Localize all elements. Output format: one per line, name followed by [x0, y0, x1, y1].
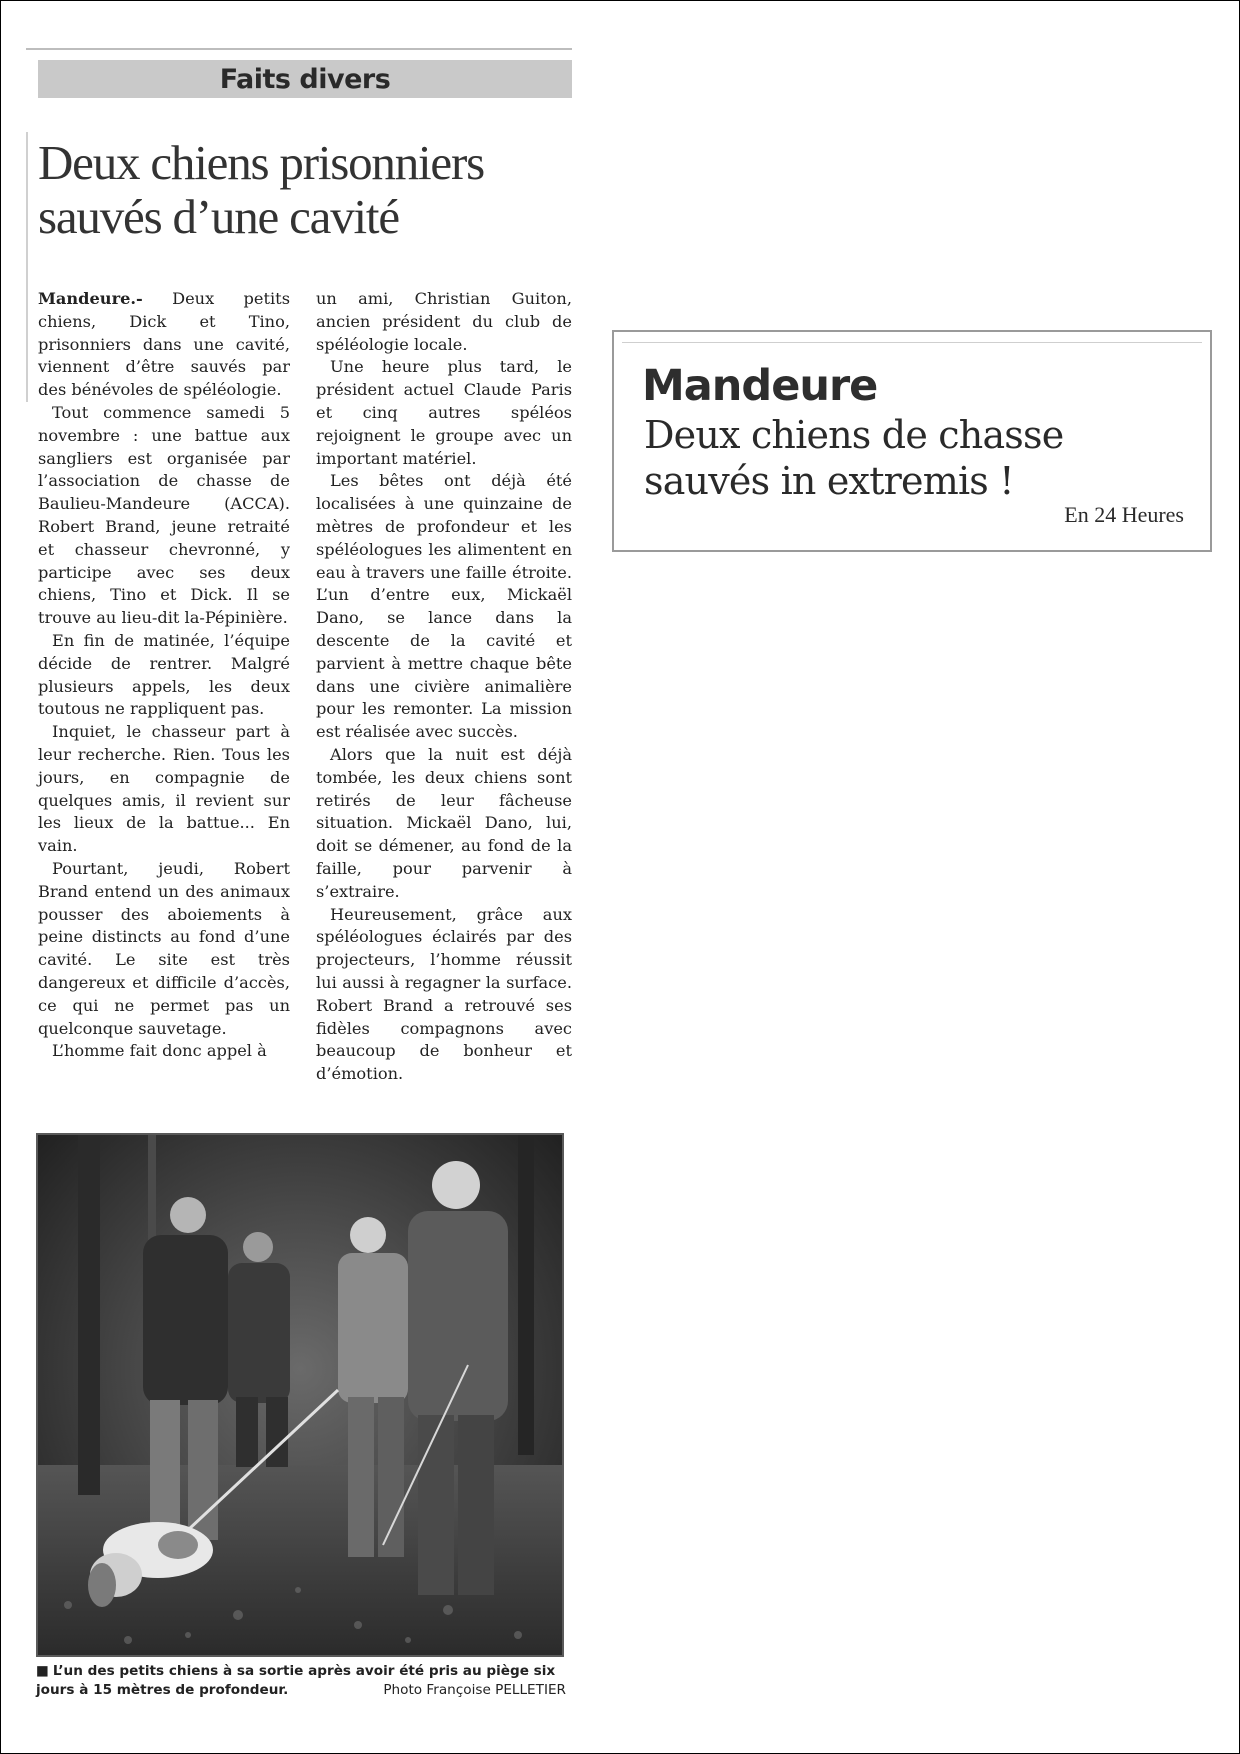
tree-trunk — [518, 1135, 534, 1455]
article-headline — [38, 136, 578, 244]
box-source: En 24 Heures — [1064, 502, 1184, 527]
top-rule — [26, 48, 572, 50]
box-title-line-1: Deux chiens de chasse — [644, 413, 1064, 457]
box-rule — [622, 342, 1202, 343]
paragraph: Tout commence samedi 5 novembre : une battue aux sangliers est organisée par l’association de chasse de Baulieu-Mandeure (ACCA). Robert Brand, jeune retraité et chasseur chevronné, y participe avec ses deux chiens, Tino et Dick. Il se trouve au lieu-dit la-Pépinière. — [38, 402, 290, 628]
rubric-bar — [38, 60, 572, 98]
dateline: Mandeure.- — [38, 289, 143, 308]
caption-bullet: ■ — [36, 1663, 49, 1679]
article-column-2 — [316, 288, 572, 1086]
headline-line-1: Deux chiens prisonniers — [38, 135, 484, 190]
paragraph: En fin de matinée, l’équipe décide de rentrer. Malgré plusieurs appels, les deux toutous ne rappliquent pas. — [38, 630, 290, 719]
paragraph: Heureusement, grâce aux spéléologues éclairés par des projecteurs, l’homme réussit lui aussi à regagner la surface. Robert Brand a retrouvé ses fidèles compagnons avec beaucoup de bonheur et d’émotion. — [316, 904, 572, 1084]
person-right — [408, 1161, 508, 1595]
tree-trunk — [78, 1135, 100, 1495]
paragraph: Inquiet, le chasseur part à leur recherche. Rien. Tous les jours, en compagnie de quelques amis, il revient sur les lieux de la battue... En vain. — [38, 722, 290, 856]
paragraph: L’homme fait donc appel à — [52, 1041, 267, 1061]
sidebar-box — [612, 330, 1212, 552]
box-title-line-2: sauvés in extremis ! — [644, 459, 1014, 503]
article-column-1 — [38, 288, 290, 1063]
paragraph: Alors que la nuit est déjà tombée, les deux chiens sont retirés de leur fâcheuse situation. Mickaël Dano, lui, doit se démener, au fond de la faille, pour parvenir à s’extraire. — [316, 744, 572, 901]
paragraph: Les bêtes ont déjà été localisées à une quinzaine de mètres de profondeur et les spéléologues les alimentent en eau à travers une faille étroite. L’un d’entre eux, Mickaël Dano, se lance dans la descente de la cavité et parvient à mettre chaque bête dans une civière animalière pour les remonter. La mission est réalisée avec succès. — [316, 471, 572, 742]
caption-text: L’un des petits chiens à sa sortie après avoir été pris au piège six jours à 15 mètres de profondeur. — [36, 1663, 556, 1698]
photo-credit: Photo Françoise PELLETIER — [383, 1682, 566, 1698]
photo-illustration — [38, 1135, 562, 1655]
article-photo — [36, 1133, 564, 1657]
person-cap — [338, 1217, 408, 1557]
left-rule — [26, 132, 28, 402]
headline-line-2: sauvés d’une cavité — [38, 189, 399, 244]
box-kicker: Mandeure — [642, 361, 878, 411]
rubric-label: Faits divers — [219, 63, 391, 95]
photo-caption — [36, 1662, 566, 1700]
paragraph: Une heure plus tard, le président actuel Claude Paris et cinq autres spéléos rejoignent le groupe avec un important matériel. — [316, 357, 572, 468]
paragraph: Mandeure.- Deux petits chiens, Dick et Tino, prisonniers dans une cavité, viennent d’être sauvés par des bénévoles de spéléologie. — [38, 289, 290, 400]
paragraph: Pourtant, jeudi, Robert Brand entend un des animaux pousser des aboiements à peine distincts au fond d’une cavité. Le site est très dangereux et difficile d’accès, ce qui ne permet pas un quelconque sauvetage. — [38, 858, 290, 1038]
paragraph: un ami, Christian Guiton, ancien président du club de spéléologie locale. — [316, 289, 572, 354]
box-title — [644, 412, 1184, 504]
